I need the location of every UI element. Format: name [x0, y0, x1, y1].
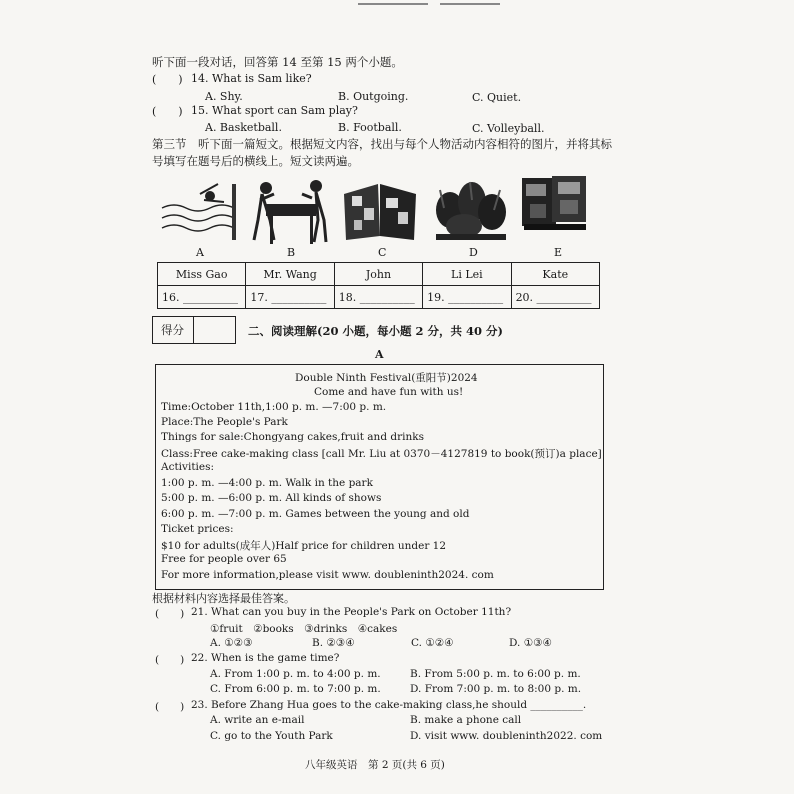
top-edge-mark — [440, 3, 500, 5]
notice-place: Place:The People's Park — [161, 416, 288, 428]
notice-ticket: Ticket prices: — [161, 523, 234, 535]
score-label: 得分 — [161, 323, 184, 337]
section3-instruction-line2: 号填写在题号后的横线上。短文读两遍。 — [152, 154, 359, 168]
q15-answer-blank[interactable]: ( ) — [152, 105, 183, 118]
notice-title: Double Ninth Festival(重阳节)2024 — [295, 372, 478, 384]
answer-cell-18[interactable]: 18. __________ — [334, 286, 422, 309]
q22-answer-blank[interactable]: ( ) — [155, 654, 185, 666]
answer-cell-19[interactable]: 19. __________ — [423, 286, 511, 309]
q21-items: ①fruit ②books ③drinks ④cakes — [210, 623, 398, 635]
notice-class: Class:Free cake-making class [call Mr. Liu at 0370－4127819 to book(预订)a place] — [161, 448, 602, 460]
q15-stem: 15. What sport can Sam play? — [191, 104, 358, 117]
notice-activity-1: 1:00 p. m. —4:00 p. m. Walk in the park — [161, 477, 373, 489]
q21-option-c: C. ①②④ — [411, 637, 454, 649]
name-cell: Li Lei — [423, 263, 511, 286]
plants-picture-icon — [430, 180, 512, 242]
notice-time: Time:October 11th,1:00 p. m. —7:00 p. m. — [161, 401, 387, 413]
q22-stem: 22. When is the game time? — [191, 652, 340, 664]
ping-pong-picture-icon — [252, 180, 330, 246]
picture-letter-b: B — [287, 246, 296, 259]
picture-letter-a: A — [196, 246, 204, 259]
score-divider — [193, 317, 194, 343]
section3-instruction-line1: 第三节 听下面一篇短文。根据短文内容，找出与每个人物活动内容相符的图片，并将其标 — [152, 137, 612, 151]
notice-info: For more information,please visit www. doubleninth2024. com — [161, 569, 494, 581]
notice-activity-2: 5:00 p. m. —6:00 p. m. All kinds of shows — [161, 492, 382, 504]
q21-option-b: B. ②③④ — [312, 637, 355, 649]
answer-cell-16[interactable]: 16. __________ — [158, 286, 246, 309]
notice-price-2: Free for people over 65 — [161, 553, 287, 565]
picture-letter-e: E — [554, 246, 563, 259]
q23-option-a: A. write an e-mail — [210, 714, 305, 726]
q22-option-b: B. From 5:00 p. m. to 6:00 p. m. — [410, 668, 581, 680]
q22-option-d: D. From 7:00 p. m. to 8:00 p. m. — [410, 683, 582, 695]
q15-option-c: C. Volleyball. — [472, 122, 545, 135]
q21-stem: 21. What can you buy in the People's Park on October 11th? — [191, 606, 512, 618]
name-cell: John — [334, 263, 422, 286]
page-footer: 八年级英语 第 2 页(共 6 页) — [305, 759, 445, 771]
books-picture-icon — [520, 174, 590, 232]
picture-letter-d: D — [469, 246, 478, 259]
q15-option-b: B. Football. — [338, 121, 402, 134]
notice-activities: Activities: — [161, 461, 215, 473]
open-book-picture-icon — [340, 178, 420, 242]
q14-option-a: A. Shy. — [205, 90, 243, 103]
name-cell: Miss Gao — [158, 263, 246, 286]
notice-activity-3: 6:00 p. m. —7:00 p. m. Games between the young and old — [161, 508, 470, 520]
table-row — [158, 263, 600, 286]
score-box — [152, 316, 236, 344]
top-edge-mark — [358, 3, 428, 5]
q23-answer-blank[interactable]: ( ) — [155, 701, 185, 713]
name-cell: Kate — [511, 263, 599, 286]
name-cell: Mr. Wang — [246, 263, 334, 286]
notice-sale: Things for sale:Chongyang cakes,fruit and drinks — [161, 431, 424, 443]
answer-cell-17[interactable]: 17. __________ — [246, 286, 334, 309]
q14-option-b: B. Outgoing. — [338, 90, 409, 103]
q21-option-a: A. ①②③ — [210, 637, 253, 649]
q15-option-a: A. Basketball. — [205, 121, 282, 134]
q23-option-d: D. visit www. doubleninth2022. com — [410, 730, 603, 742]
q23-option-b: B. make a phone call — [410, 714, 522, 726]
q14-answer-blank[interactable]: ( ) — [152, 73, 183, 86]
q14-stem: 14. What is Sam like? — [191, 72, 312, 85]
part2-heading: 二、阅读理解(20 小题，每小题 2 分，共 40 分) — [248, 324, 503, 338]
q21-option-d: D. ①③④ — [509, 637, 552, 649]
q14-option-c: C. Quiet. — [472, 91, 522, 104]
q22-option-c: C. From 6:00 p. m. to 7:00 p. m. — [210, 683, 381, 695]
answer-cell-20[interactable]: 20. __________ — [511, 286, 599, 309]
listen-intro: 听下面一段对话，回答第 14 至第 15 两个小题。 — [152, 55, 403, 69]
choose-intro: 根据材料内容选择最佳答案。 — [152, 592, 295, 605]
q23-stem: 23. Before Zhang Hua goes to the cake-making class,he should __________. — [191, 699, 587, 711]
q23-option-c: C. go to the Youth Park — [210, 730, 333, 742]
notice-subtitle: Come and have fun with us! — [314, 386, 464, 398]
picture-letter-c: C — [378, 246, 387, 259]
passage-letter: A — [375, 348, 384, 361]
swimming-picture-icon — [160, 180, 242, 242]
q22-option-a: A. From 1:00 p. m. to 4:00 p. m. — [210, 668, 381, 680]
q21-answer-blank[interactable]: ( ) — [155, 608, 185, 620]
notice-price-1: $10 for adults(成年人)Half price for children under 12 — [161, 540, 447, 552]
table-row — [158, 286, 600, 309]
name-answer-table — [157, 262, 600, 309]
